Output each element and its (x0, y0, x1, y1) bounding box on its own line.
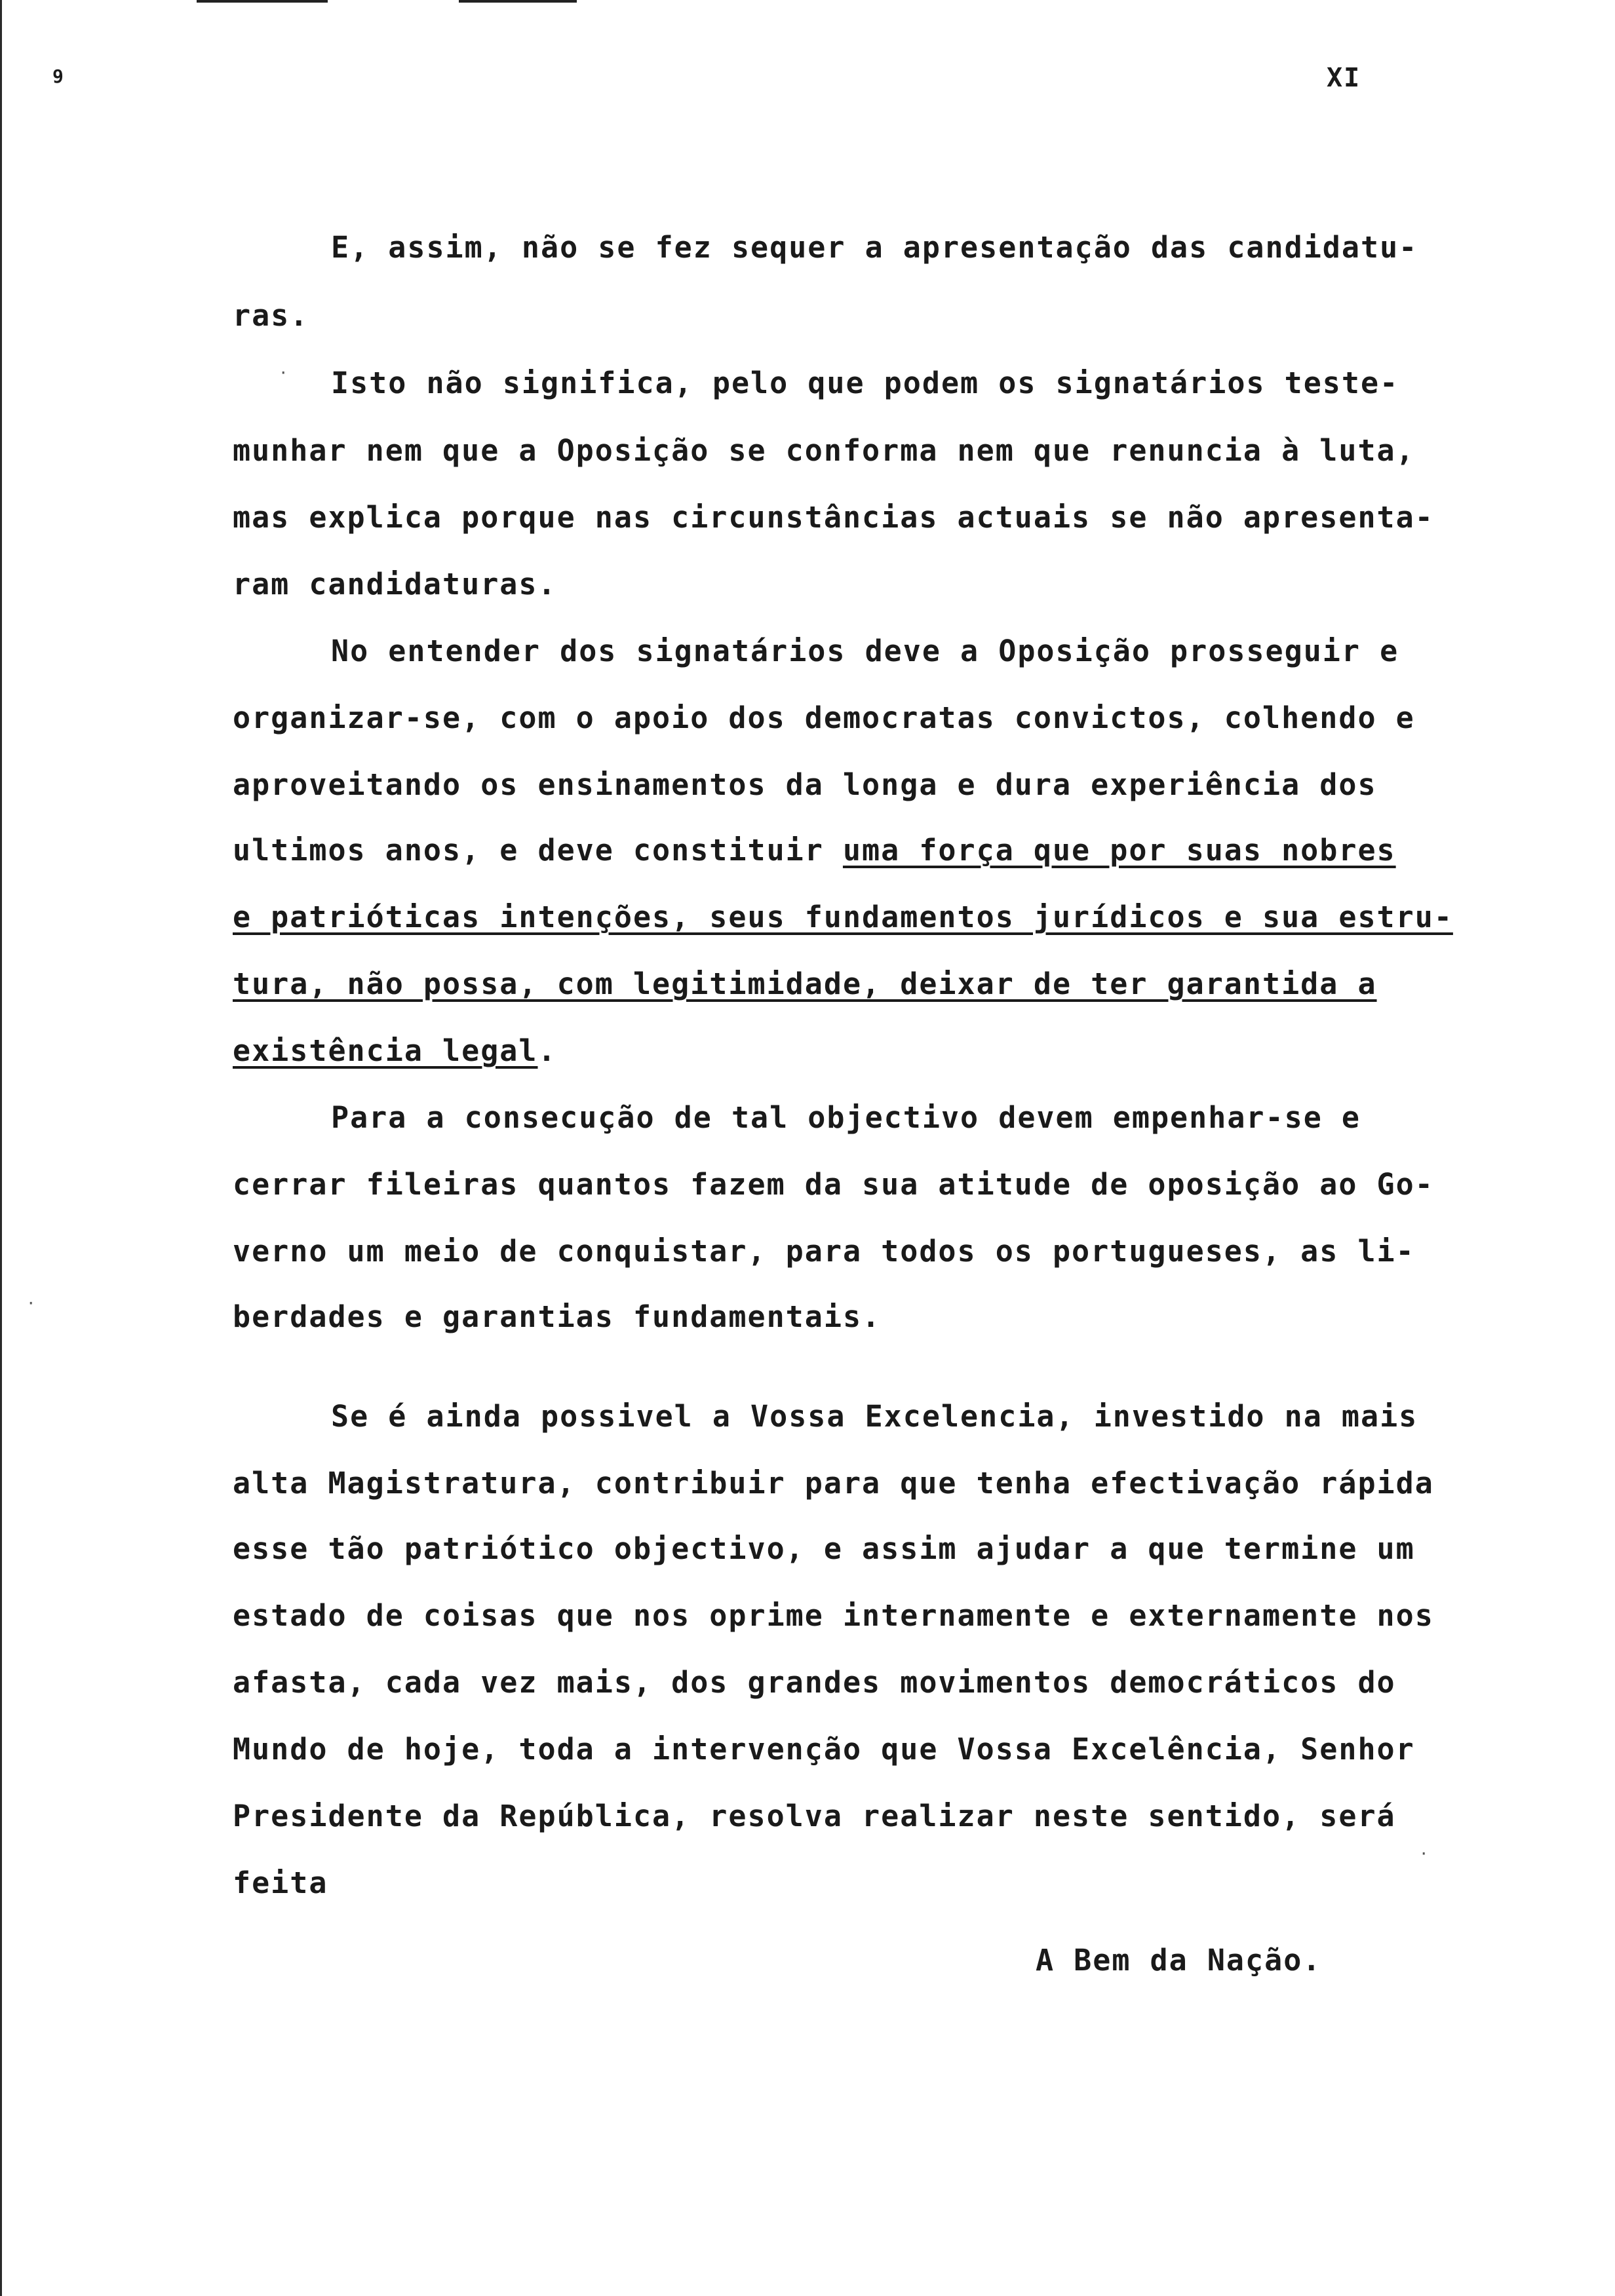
underlined-text: existência legal (233, 1033, 538, 1068)
text-line: ras. (233, 298, 309, 333)
text-line: berdades e garantias fundamentais. (233, 1299, 882, 1334)
text-line: feita (233, 1866, 328, 1900)
corner-mark: 9 (52, 66, 64, 87)
text-line (233, 965, 1377, 1004)
text-line: Se é ainda possivel a Vossa Excelencia, investido na mais (331, 1399, 1418, 1434)
text-line: ram candidaturas. (233, 567, 557, 602)
scan-mark (197, 0, 328, 3)
text-line: No entender dos signatários deve a Oposição prosseguir e (331, 634, 1399, 668)
text-line: Presidente da República, resolva realizar neste sentido, será (233, 1799, 1396, 1833)
closing-line: A Bem da Nação. (1036, 1943, 1322, 1978)
text-segment: . (537, 1033, 557, 1068)
scan-edge (0, 0, 2, 2296)
text-line: Para a consecução de tal objectivo devem empenhar-se e (331, 1100, 1361, 1135)
text-line: Mundo de hoje, toda a intervenção que Vossa Excelência, Senhor (233, 1732, 1415, 1767)
scan-speck: · (1419, 1845, 1429, 1863)
underlined-text: uma força que por suas nobres (842, 833, 1396, 868)
scan-speck: · (279, 364, 288, 382)
underlined-text: tura, não possa, com legitimidade, deixar de ter garantida a (233, 966, 1377, 1001)
text-line: esse tão patriótico objectivo, e assim ajudar a que termine um (233, 1531, 1415, 1566)
text-line: verno um meio de conquistar, para todos os portugueses, as li- (233, 1234, 1415, 1269)
scan-speck: · (26, 1294, 36, 1312)
text-line: estado de coisas que nos oprime internamente e externamente nos (233, 1598, 1434, 1633)
text-line (233, 1031, 557, 1071)
page-number: XI (1327, 63, 1361, 93)
text-line: afasta, cada vez mais, dos grandes movimentos democráticos do (233, 1665, 1396, 1700)
text-line: cerrar fileiras quantos fazem da sua atitude de oposição ao Go- (233, 1167, 1434, 1202)
text-line: aproveitando os ensinamentos da longa e dura experiência dos (233, 767, 1377, 802)
text-line (233, 898, 1453, 937)
underlined-text: e patrióticas intenções, seus fundamentos jurídicos e sua estru- (233, 900, 1453, 934)
text-segment: ultimos anos, e deve constituir (233, 833, 843, 868)
scan-mark (459, 0, 577, 3)
text-line: alta Magistratura, contribuir para que tenha efectivação rápida (233, 1466, 1434, 1501)
text-line: Isto não significa, pelo que podem os signatários teste- (331, 366, 1399, 400)
text-line (233, 831, 1396, 870)
text-line: E, assim, não se fez sequer a apresentação das candidatu- (331, 230, 1418, 265)
text-line: munhar nem que a Oposição se conforma nem que renuncia à luta, (233, 433, 1415, 468)
text-line: organizar-se, com o apoio dos democratas convictos, colhendo e (233, 700, 1415, 735)
text-line: mas explica porque nas circunstâncias actuais se não apresenta- (233, 500, 1434, 535)
